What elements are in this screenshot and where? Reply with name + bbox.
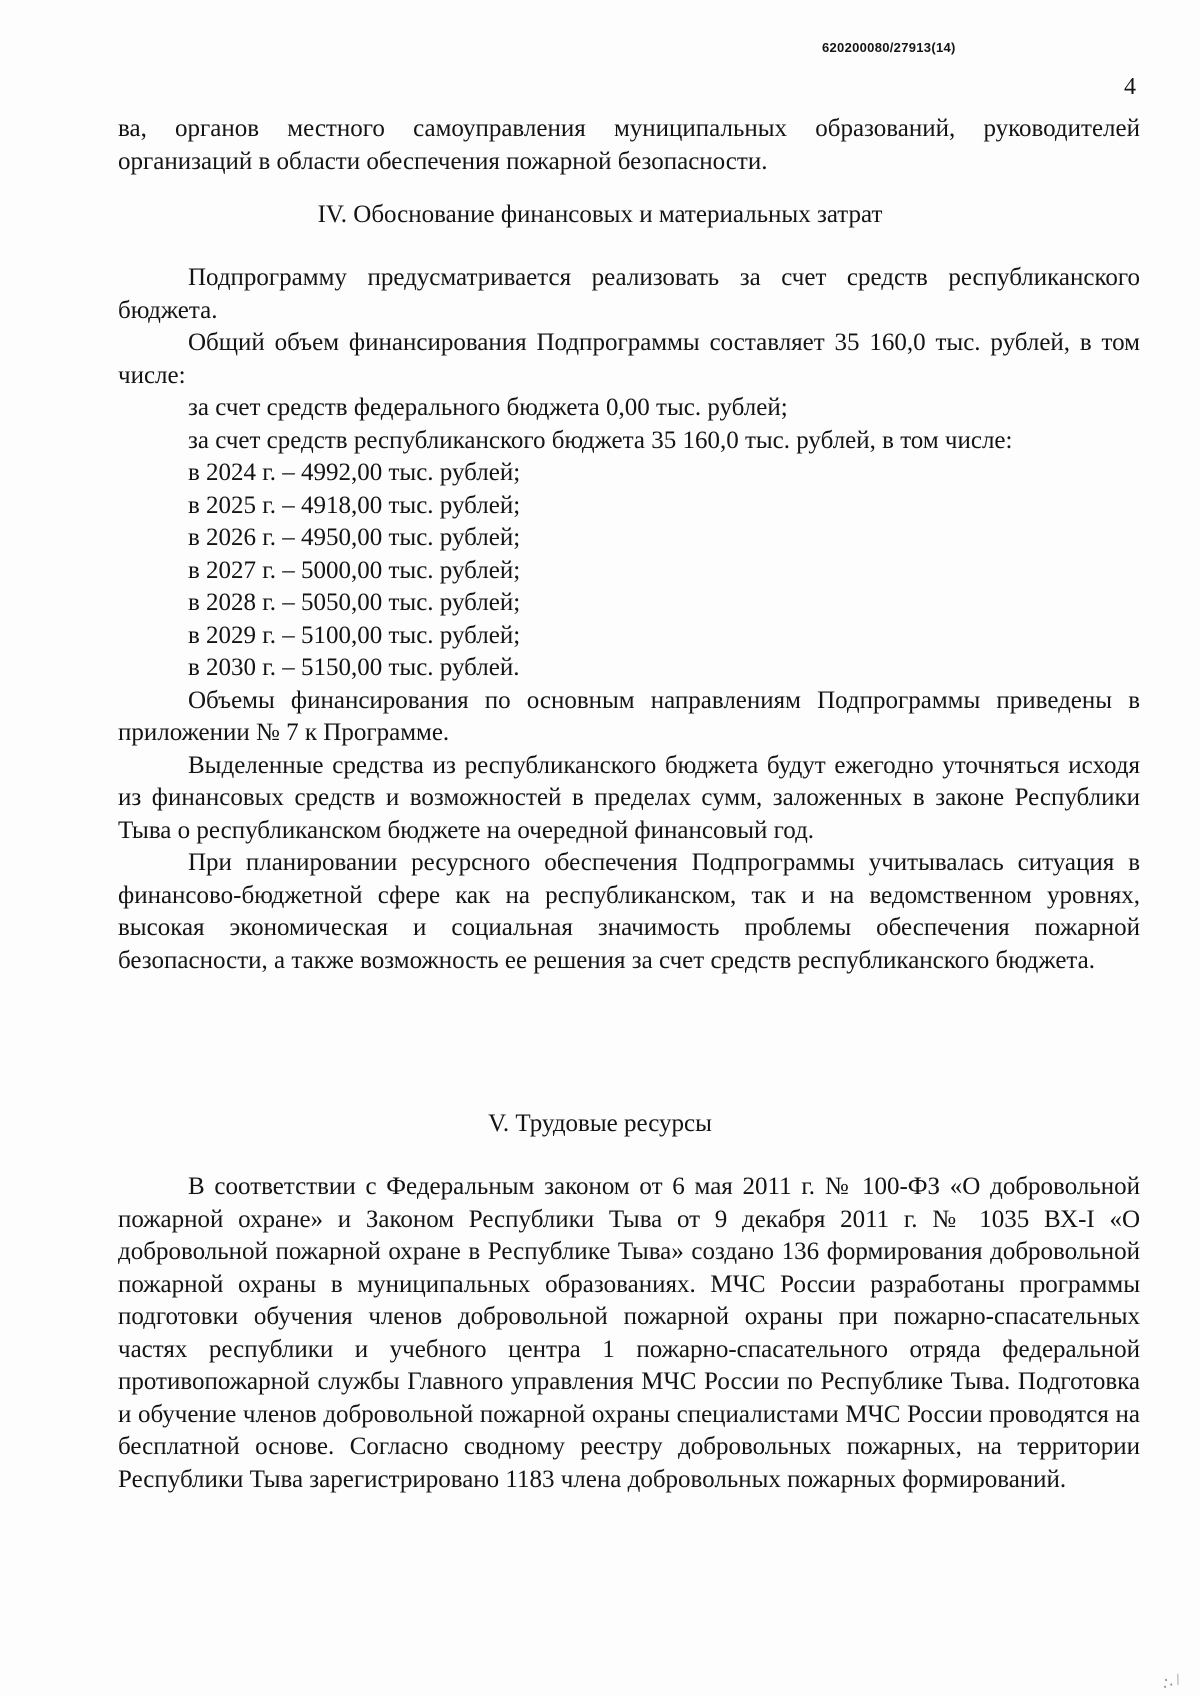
funding-list-item: в 2027 г. – 5000,00 тыс. рублей;: [188, 556, 521, 584]
funding-list-item: за счет средств федерального бюджета 0,00 тыс. рублей;: [188, 394, 788, 421]
section-4-heading: IV. Обоснование финансовых и материальных затрат: [317, 201, 883, 228]
section-4-body: [118, 262, 1140, 977]
section-4-paragraph-4: Выделенные средства из республиканского бюджета будут ежегодно уточняться исходя из финансовых средств и возможностей в пределах сумм, заложенных в законе Республики Тыва о республиканском бюджете на очередной финансовый год.: [118, 751, 1140, 844]
funding-list-item: в 2030 г. – 5150,00 тыс. рублей.: [188, 654, 520, 681]
funding-list-item: в 2026 г. – 4950,00 тыс. рублей;: [188, 524, 521, 551]
funding-list-item: в 2028 г. – 5050,00 тыс. рублей;: [188, 589, 521, 616]
section-5-paragraph-1: В соответствии с Федеральным законом от 6 мая 2011 г. № 100-ФЗ «О добровольной пожарной охране» и Законом Республики Тыва от 9 декабря 2011 г. № 1035 ВХ-I «О добровольной пожарной охране в Республике Тыва» создано 136 формирования добровольной пожарной охраны в муниципальных образованиях. МЧС России разработаны программы подготовки обучения членов добровольной пожарной охраны при пожарно-спасательных частях республики и учебного центра 1 пожарно-спасательного отряда федеральной противопожарной службы Главного управления МЧС России по Республике Тыва. Подготовка и обучение членов добровольной пожарной охраны специалистами МЧС России проводятся на бесплатной основе. Согласно сводному реестру добровольных пожарных, на территории Республики Тыва зарегистрировано 1183 члена добровольных пожарных формирований.: [118, 1173, 1140, 1493]
page-number: 4: [1124, 74, 1136, 100]
section-4-paragraph-2: Общий объем финансирования Подпрограммы составляет 35 160,0 тыс. рублей, в том числе:: [118, 329, 1140, 389]
document-id: 620200080/27913(14): [822, 40, 956, 55]
funding-list-item: в 2024 г. – 4992,00 тыс. рублей;: [188, 459, 521, 486]
section-4-paragraph-3: Объемы финансирования по основным направлениям Подпрограммы приведены в приложении № 7 к Программе.: [118, 686, 1140, 746]
funding-list-item: в 2025 г. – 4918,00 тыс. рублей;: [188, 491, 521, 519]
funding-list-item: за счет средств республиканского бюджета 35 160,0 тыс. рублей, в том числе:: [188, 426, 1013, 454]
section-4-paragraph-5: При планировании ресурсного обеспечения Подпрограммы учитывалась ситуация в финансово-бюджетной сфере как на республиканском, так и на ведомственном уровнях, высокая экономическая и социальная значимость проблемы обеспечения пожарной безопасности, а также возможность ее решения за счет средств республиканского бюджета.: [118, 849, 1140, 974]
section-5-body: [118, 1171, 1140, 1496]
section-5-heading: V. Трудовые ресурсы: [488, 1110, 712, 1137]
margin-mark: ∴ /: [1159, 1671, 1184, 1694]
section-4-paragraph-1: Подпрограмму предусматривается реализовать за счет средств республиканского бюджета.: [118, 264, 1140, 324]
funding-list-item: в 2029 г. – 5100,00 тыс. рублей;: [188, 621, 521, 649]
intro-paragraph: ва, органов местного самоуправления муниципальных образований, руководителей организаций в области обеспечения пожарной безопасности.: [118, 115, 1140, 175]
intro-paragraph-block: [118, 113, 1140, 178]
